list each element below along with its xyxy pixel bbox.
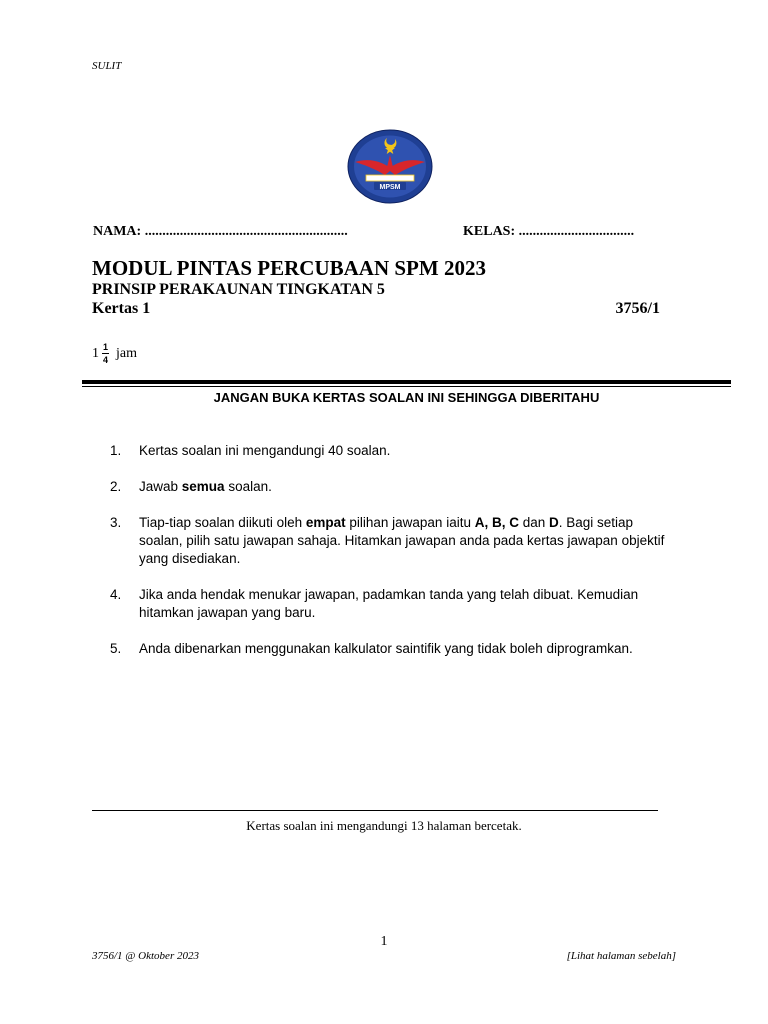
- instruction-emphasis: D: [549, 515, 559, 530]
- footer-next-page: [Lihat halaman sebelah]: [566, 950, 676, 962]
- instruction-text-part: Jawab: [139, 479, 182, 494]
- paper-label: Kertas 1: [92, 300, 151, 317]
- instruction-item: [110, 478, 680, 496]
- divider-thick: [82, 380, 731, 384]
- duration-numerator: 1: [102, 342, 108, 352]
- instruction-emphasis: A, B, C: [474, 515, 519, 530]
- instruction-text: Kertas soalan ini mengandungi 40 soalan.: [139, 443, 391, 458]
- warning-text: JANGAN BUKA KERTAS SOALAN INI SEHINGGA DIBERITAHU: [213, 390, 600, 405]
- instruction-number: 2.: [110, 479, 122, 494]
- instruction-text: [139, 478, 680, 496]
- divider-thin: [82, 386, 731, 387]
- instruction-number: 3.: [110, 515, 122, 530]
- instruction-text-part: soalan.: [224, 479, 272, 494]
- instruction-text-part: dan: [518, 515, 550, 530]
- instruction-text-part: Tiap-tiap soalan diikuti oleh: [139, 515, 306, 530]
- instruction-text-part: . Bagi setiap soalan, pilih satu jawapan sahaja. Hitamkan jawapan anda pada kertas jawapan objektif yang disediakan.: [139, 515, 665, 566]
- class-field[interactable]: KELAS: .................................: [463, 224, 635, 239]
- subject-title: PRINSIP PERAKAUNAN TINGKATAN 5: [92, 281, 385, 298]
- duration-fraction: [102, 342, 109, 365]
- instruction-number: 4.: [110, 587, 122, 602]
- instruction-number: 1.: [110, 443, 122, 458]
- name-field[interactable]: NAMA: ..........................................................: [93, 224, 348, 239]
- instruction-item: [110, 442, 680, 460]
- instruction-emphasis: semua: [181, 479, 225, 494]
- instruction-item: [110, 586, 680, 622]
- instruction-text: Anda dibenarkan menggunakan kalkulator saintifik yang tidak boleh diprogramkan.: [139, 641, 633, 656]
- instruction-text: Jika anda hendak menukar jawapan, padamkan tanda yang telah dibuat. Kemudian hitamkan jawapan yang baru.: [139, 587, 639, 620]
- instruction-item: [110, 640, 680, 658]
- instruction-emphasis: empat: [305, 515, 346, 530]
- duration-unit: jam: [116, 345, 137, 361]
- footer-divider: [92, 810, 658, 811]
- instruction-text-part: pilihan jawapan iaitu: [345, 515, 475, 530]
- instruction-text: [139, 514, 680, 568]
- fraction-bar: [102, 353, 109, 354]
- instruction-item: [110, 514, 680, 568]
- classification-label: SULIT: [92, 60, 122, 72]
- page-number: 1: [380, 934, 388, 949]
- instruction-number: 5.: [110, 641, 122, 656]
- duration-whole: 1: [92, 345, 99, 361]
- exam-title: MODUL PINTAS PERCUBAAN SPM 2023: [92, 256, 486, 280]
- duration-denominator: 4: [102, 355, 108, 365]
- paper-code: 3756/1: [615, 300, 660, 317]
- logo-label: MPSM: [379, 184, 401, 191]
- mpsm-logo: [347, 129, 433, 204]
- page-count-note: Kertas soalan ini mengandungi 13 halaman bercetak.: [246, 818, 522, 833]
- instructions-list: [110, 442, 680, 676]
- footer-code-date: 3756/1 @ Oktober 2023: [92, 950, 199, 962]
- duration: [92, 342, 137, 365]
